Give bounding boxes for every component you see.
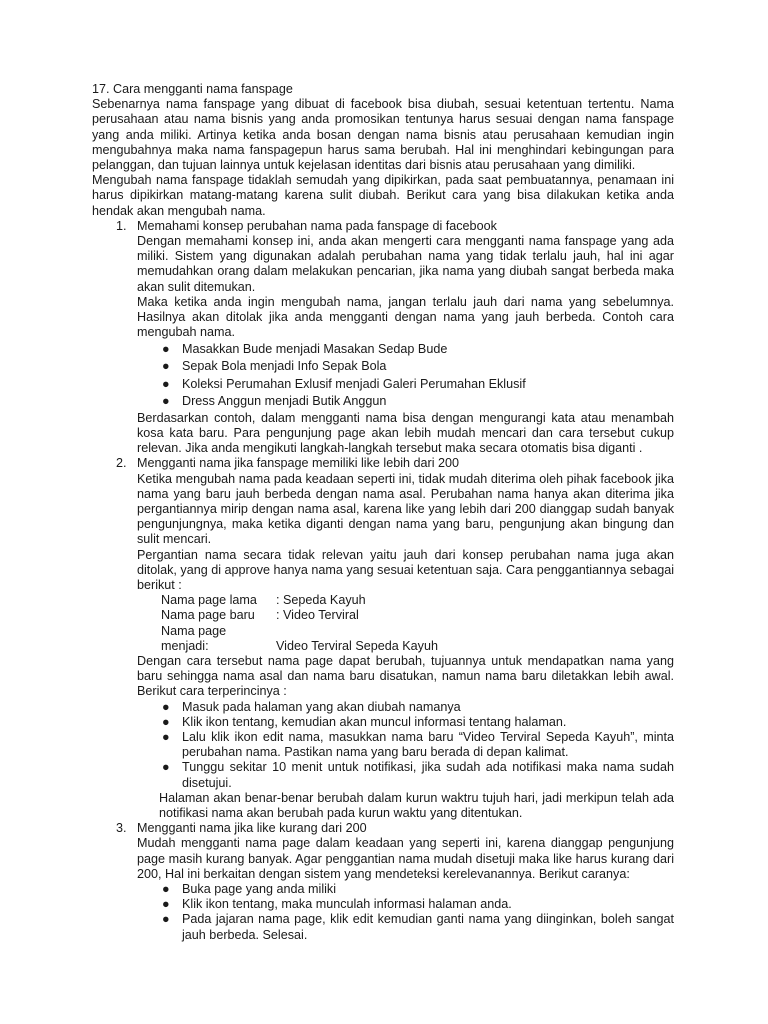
step-number: 1. bbox=[116, 218, 127, 233]
bullet-icon: ● bbox=[162, 897, 170, 912]
step-paragraph: Ketika mengubah nama pada keadaan seperti ini, tidak mudah diterima oleh pihak facebook jika nama yang baru jauh berbeda dengan nama asal. Perubahan nama hanya akan diterima jika pergantiannya mirip dengan nama asal, karena like yang lebih dari 200 dianggap sudah banyak pengunjungnya, maka ketika diganti dengan nama yang baru, pengunjung akan bingung dan sulit mencari. bbox=[137, 471, 674, 547]
step-paragraph: Mudah mengganti nama page dalam keadaan yang seperti ini, karena dianggap pengunjung page masih kurang banyak. Agar penggantian nama mudah disetuji maka like harus kurang dari 200, Hal ini berkaitan dengan sistem yang mendeteksi kerelevanannya. Berikut caranya: bbox=[137, 836, 674, 881]
list-item: ● Lalu klik ikon edit nama, masukkan nama baru “Video Terviral Sepeda Kayuh”, minta perubahan nama. Pastikan nama yang baru berada di depan kalimat. bbox=[162, 729, 674, 760]
list-item: ● Sepak Bola menjadi Info Sepak Bola bbox=[162, 359, 387, 374]
step-number: 2. bbox=[116, 456, 127, 471]
step-paragraph: Berdasarkan contoh, dalam mengganti nama bisa dengan mengurangi kata atau menambah kosa kata baru. Para pengunjung page akan lebih mudah mencari dan cara tersebut cukup relevan. Jika anda mengikuti langkah-langkah tersebut maka secara otomatis bisa diganti . bbox=[137, 410, 674, 456]
list-item: ● Koleksi Perumahan Exlusif menjadi Galeri Perumahan Eklusif bbox=[162, 376, 526, 391]
name-pair-new: Nama page baru : Video Terviral bbox=[161, 608, 359, 623]
bullet-icon: ● bbox=[162, 699, 170, 714]
bullet-icon: ● bbox=[162, 393, 170, 408]
list-item: ● Buka page yang anda miliki bbox=[162, 882, 337, 897]
bullet-icon: ● bbox=[162, 342, 170, 357]
name-pair-old: Nama page lama : Sepeda Kayuh bbox=[161, 593, 366, 608]
bullet-icon: ● bbox=[162, 376, 170, 391]
step-paragraph: Pergantian nama secara tidak relevan yaitu jauh dari konsep perubahan nama juga akan ditolak, yang di approve hanya nama yang sesuai ketentuan saja. Cara penggantiannya sebagai berikut : bbox=[137, 547, 675, 592]
instruction-list bbox=[137, 700, 674, 791]
bullet-icon: ● bbox=[162, 760, 170, 775]
list-item: ● Pada jajaran nama page, klik edit kemudian ganti nama yang diinginkan, boleh sangat jauh berbeda. Selesai. bbox=[162, 912, 674, 942]
list-item: ● Tunggu sekitar 10 menit untuk notifikasi, jika sudah ada notifikasi maka nama sudah disetujui. bbox=[162, 760, 674, 790]
bullet-icon: ● bbox=[162, 912, 170, 927]
list-item: ● Klik ikon tentang, kemudian akan muncul informasi tentang halaman. bbox=[162, 714, 567, 729]
example-list bbox=[137, 342, 674, 408]
list-item: ● Dress Anggun menjadi Butik Anggun bbox=[162, 393, 387, 408]
step-3 bbox=[92, 821, 674, 943]
intro-paragraph-1: Sebenarnya nama fanspage yang dibuat di facebook bisa diubah, sesuai ketentuan tertentu. Nama perusahaan atau nama bisnis yang anda promosikan tentunya harus sesuai dengan nama fanspage yang anda miliki. Artinya ketika anda bosan dengan nama bisnis atau perusahaan kemudian ingin mengubahnya maka nama fanspagepun harus sama berubah. Hal ini menghindari kebingungan para pelanggan, dan tujuan lainnya untuk kejelasan identitas dari bisnis atau perusahaan yang dimiliki. bbox=[92, 97, 674, 173]
list-item: ● Masuk pada halaman yang akan diubah namanya bbox=[162, 699, 461, 714]
bullet-icon: ● bbox=[162, 714, 170, 729]
step-heading: Mengganti nama jika fanspage memiliki like lebih dari 200 bbox=[137, 456, 460, 471]
step-paragraph: Dengan cara tersebut nama page dapat berubah, tujuannya untuk mendapatkan nama yang baru sehingga nama asal dan nama baru disatukan, namun nama baru diletakkan lebih awal. Berikut cara terperincinya : bbox=[137, 653, 674, 699]
bullet-icon: ● bbox=[162, 882, 170, 897]
step-1 bbox=[92, 219, 674, 457]
instruction-list bbox=[137, 882, 674, 943]
step-paragraph: Halaman akan benar-benar berubah dalam kurun waktru tujuh hari, jadi merkipun telah ada notifikasi nama akan berubah pada kurun waktu yang ditentukan. bbox=[159, 790, 674, 820]
list-item: ● Klik ikon tentang, maka munculah informasi halaman anda. bbox=[162, 897, 512, 912]
section-title: 17. Cara mengganti nama fanspage bbox=[92, 82, 293, 96]
bullet-icon: ● bbox=[162, 359, 170, 374]
bullet-icon: ● bbox=[162, 729, 170, 744]
step-2 bbox=[92, 456, 674, 821]
document-page bbox=[92, 82, 674, 943]
step-number: 3. bbox=[116, 821, 127, 836]
intro-paragraph-2: Mengubah nama fanspage tidaklah semudah yang dipikirkan, pada saat pembuatannya, penamaan ini harus dipikirkan matang-matang karena sulit diubah. Berikut cara yang bisa dilakukan ketika anda hendak akan mengubah nama. bbox=[92, 173, 674, 218]
step-paragraph: Maka ketika anda ingin mengubah nama, jangan terlalu jauh dari nama yang sebelumnya. Hasilnya akan ditolak jika anda mengganti dengan nama yang jauh berbeda. Contoh cara mengubah nama. bbox=[137, 294, 674, 340]
list-item: ● Masakkan Bude menjadi Masakan Sedap Bude bbox=[162, 342, 448, 357]
name-pairs bbox=[137, 593, 674, 654]
steps-list bbox=[92, 219, 674, 943]
name-pair-result: Nama page menjadi: Video Terviral Sepeda Kayuh bbox=[161, 623, 438, 653]
step-heading: Memahami konsep perubahan nama pada fanspage di facebook bbox=[137, 218, 497, 233]
step-heading: Mengganti nama jika like kurang dari 200 bbox=[137, 821, 367, 836]
step-paragraph: Dengan memahami konsep ini, anda akan mengerti cara mengganti nama fanspage yang ada miliki. Sistem yang digunakan adalah perubahan nama yang tidak terlalu jauh, hal ini agar memudahkan orang dalam melakukan pencarian, jika nama yang diubah sangat berbeda maka akan sulit ditemukan. bbox=[137, 234, 674, 294]
